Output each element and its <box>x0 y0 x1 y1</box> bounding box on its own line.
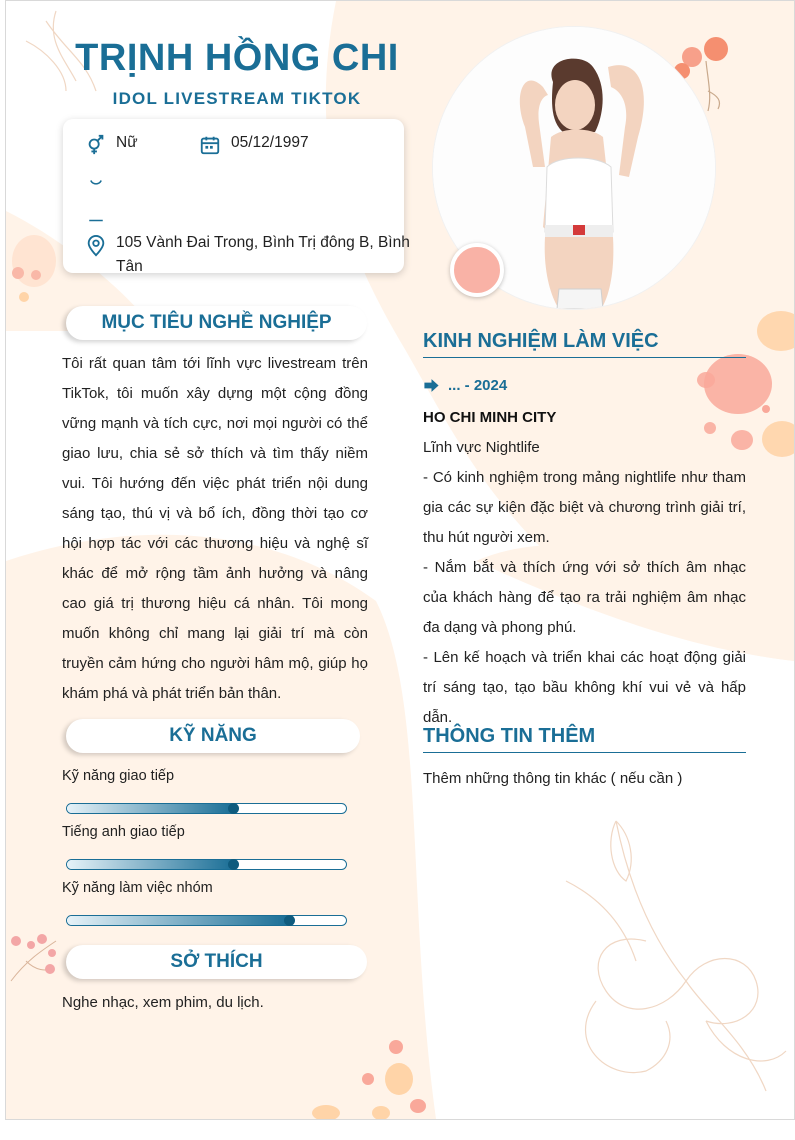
additional-heading: THÔNG TIN THÊM <box>423 725 746 753</box>
experience-bullet: - Nắm bắt và thích ứng với sở thích âm nhạc của khách hàng để tạo ra trải nghiệm âm nhạc đa dạng và phong phú. <box>423 559 746 636</box>
phone-icon <box>87 173 105 191</box>
objective-text: Tôi rất quan tâm tới lĩnh vực livestream trên TikTok, tôi muốn xây dựng một cộng đồng vững mạnh và tích cực, nơi mọi người có thể giao lưu, chia sẻ sở thích và tìm thấy niềm vui. Tôi hướng đến việc phát triển nội dung sáng tạo, thú vị và bổ ích, đồng thời tạo cơ hội hợp tác với các thương hiệu và nghệ sĩ khác để mở rộng tầm ảnh hưởng và nâng cao giá trị thương hiệu cá nhân. Tôi mong muốn không chỉ mang lại giải trí mà còn truyền cảm hứng cho người hâm mộ, giúp họ khám phá và phát triển bản thân. <box>62 355 368 702</box>
skill-bar <box>66 859 347 870</box>
candidate-name: TRỊNH HỒNG CHI <box>75 37 399 79</box>
experience-company: HO CHI MINH CITY <box>423 409 557 426</box>
experience-bullet: - Có kinh nghiệm trong mảng nightlife như tham gia các sự kiện đặc biệt và chương trình giải trí, thu hút người xem. <box>423 469 746 546</box>
gender-value: Nữ <box>116 134 138 151</box>
email-icon <box>87 207 105 225</box>
location-icon <box>85 235 107 257</box>
contact-card <box>63 119 410 275</box>
job-title: IDOL LIVESTREAM TIKTOK <box>112 89 362 108</box>
objective-heading: MỤC TIÊU NGHỀ NGHIỆP <box>66 306 367 340</box>
address-value: 105 Vành Đai Trong, Bình Trị đông B, Bình Tân <box>116 234 410 275</box>
birthdate-value: 05/12/1997 <box>231 134 309 151</box>
experience-field: Lĩnh vực Nightlife <box>423 439 540 456</box>
resume-page <box>5 0 795 1120</box>
hobbies-text: Nghe nhạc, xem phim, du lịch. <box>62 994 264 1011</box>
arrow-right-icon <box>423 377 440 394</box>
skill-label: Kỹ năng giao tiếp <box>62 768 175 784</box>
experience-heading: KINH NGHIỆM LÀM VIỆC <box>423 330 746 358</box>
additional-text: Thêm những thông tin khác ( nếu cần ) <box>423 770 683 787</box>
skill-bar-fill <box>67 804 234 813</box>
skill-bar-knob <box>284 915 295 926</box>
experience-period: ... - 2024 <box>448 377 508 394</box>
experience-bullet: - Lên kế hoạch và triển khai các hoạt động giải trí sáng tạo, tạo bầu không khí vui vẻ và hấp dẫn. <box>423 649 746 726</box>
decor-dot <box>450 243 504 297</box>
hobbies-heading: SỞ THÍCH <box>66 945 367 979</box>
experience-bullets <box>423 463 746 733</box>
skill-label: Kỹ năng làm việc nhóm <box>62 880 213 896</box>
skills-heading: KỸ NĂNG <box>66 719 360 753</box>
skill-label: Tiếng anh giao tiếp <box>62 824 185 840</box>
skill-bar-knob <box>228 803 239 814</box>
skill-bar-knob <box>228 859 239 870</box>
skill-bar <box>66 915 347 926</box>
calendar-icon <box>199 134 221 156</box>
skill-bar-fill <box>67 916 290 925</box>
gender-icon <box>85 134 107 156</box>
skill-bar-fill <box>67 860 234 869</box>
skill-bar <box>66 803 347 814</box>
